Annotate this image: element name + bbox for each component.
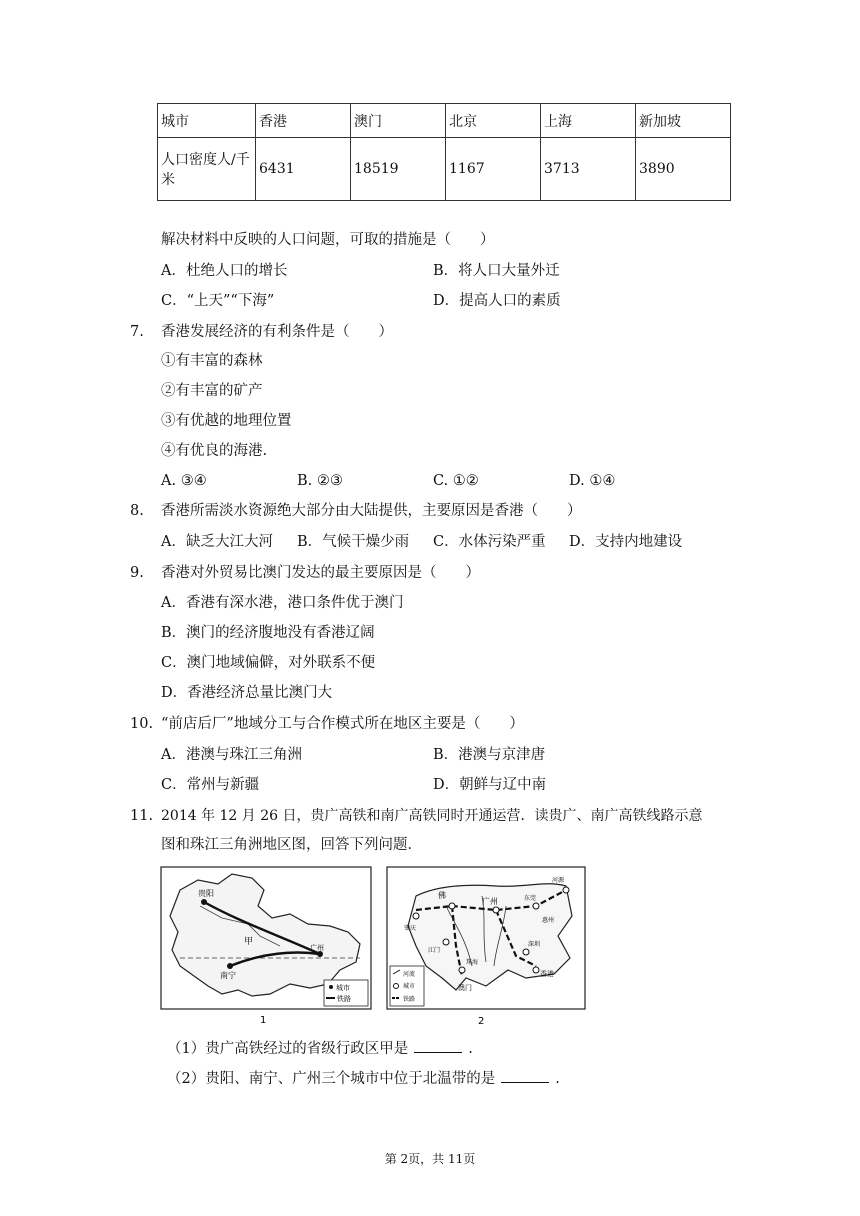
map2-city-dot bbox=[493, 907, 499, 913]
map1-label-guangzhou: 广州 bbox=[310, 944, 324, 952]
map1-label-nanning: 南宁 bbox=[220, 971, 236, 980]
table-header-cell: 香港 bbox=[256, 104, 351, 138]
map2-legend-city: 城市 bbox=[403, 983, 416, 990]
map2-legend-city-icon bbox=[394, 984, 399, 989]
map2-city-dot bbox=[449, 903, 455, 909]
q7-item: ②有丰富的矿产 bbox=[161, 383, 263, 399]
map2-city-dot bbox=[443, 939, 449, 945]
q9-option-a[interactable]: A．香港有深水港，港口条件优于澳门 bbox=[161, 595, 404, 611]
q9-number: 9. bbox=[130, 565, 144, 581]
table-cell: 3713 bbox=[541, 138, 636, 201]
q7-number: 7. bbox=[130, 324, 144, 340]
map-railway-guiguang-nanguang bbox=[160, 866, 372, 1026]
row-label-line2: 米 bbox=[161, 172, 175, 188]
q11-number: 11. bbox=[130, 808, 154, 824]
map1-legend-rail: 铁路 bbox=[337, 995, 351, 1003]
map1-label-guiyang: 贵阳 bbox=[198, 889, 214, 898]
q9-option-b[interactable]: B．澳门的经济腹地没有香港辽阔 bbox=[161, 625, 375, 641]
q8-option-b[interactable]: B．气候干燥少雨 bbox=[297, 534, 410, 550]
map1-caption: 1 bbox=[260, 1015, 267, 1026]
map2-label-dongguan: 东莞 bbox=[524, 895, 537, 902]
table-header-cell: 城市 bbox=[158, 104, 256, 138]
table-row-label bbox=[158, 138, 256, 201]
map2-label-aomen: 澳门 bbox=[458, 984, 472, 992]
q7-option-d[interactable]: D. ①④ bbox=[569, 473, 616, 489]
map2-label-guangzhou: 广州 bbox=[482, 897, 498, 906]
map2-label-zhaoqing: 肇庆 bbox=[404, 925, 417, 932]
q11-stem-line1: 2014 年 12 月 26 日，贵广高铁和南广高铁同时开通运营．读贵广、南广高铁线路示意 bbox=[161, 808, 703, 824]
q8-number: 8. bbox=[130, 503, 144, 519]
map2-city-dot bbox=[413, 913, 419, 919]
q11-sub2 bbox=[167, 1068, 560, 1089]
q11-sub2-text: （2）贵阳、南宁、广州三个城市中位于北温带的是 bbox=[167, 1071, 496, 1087]
q11-sub2-period: . bbox=[555, 1071, 560, 1087]
q7-item: ④有优良的海港. bbox=[161, 443, 268, 459]
map2-city-dot bbox=[523, 949, 529, 955]
q10-number: 10. bbox=[130, 716, 154, 732]
map-pearl-river-delta bbox=[386, 866, 586, 1028]
q9-option-d[interactable]: D．香港经济总量比澳门大 bbox=[161, 685, 333, 701]
population-density-table bbox=[157, 103, 731, 201]
q11-sub2-answer-blank[interactable] bbox=[501, 1068, 549, 1083]
q9-option-c[interactable]: C．澳门地域偏僻，对外联系不便 bbox=[161, 655, 376, 671]
page-footer: 第 2页，共 11页 bbox=[384, 1152, 476, 1166]
q6-stem: 解决材料中反映的人口问题，可取的措施是（ ） bbox=[161, 232, 495, 248]
q9-stem: 香港对外贸易比澳门发达的最主要原因是（ ） bbox=[161, 565, 480, 581]
map2-legend-river: 河流 bbox=[403, 971, 416, 978]
q8-option-a[interactable]: A．缺乏大江大河 bbox=[161, 534, 273, 550]
q7-option-b[interactable]: B. ②③ bbox=[297, 473, 343, 489]
map2-label-huizhou: 惠州 bbox=[542, 917, 555, 924]
map2-legend-rail: 铁路 bbox=[403, 996, 416, 1003]
q6-option-d[interactable]: D．提高人口的素质 bbox=[433, 293, 561, 309]
table-cell: 1167 bbox=[446, 138, 541, 201]
q7-stem: 香港发展经济的有利条件是（ ） bbox=[161, 324, 393, 340]
q11-sub1-period: . bbox=[468, 1041, 473, 1057]
q10-option-d[interactable]: D．朝鲜与辽中南 bbox=[433, 777, 547, 793]
map2-label-xianggang: 香港 bbox=[540, 970, 554, 978]
map2-label-shenzhen: 深圳 bbox=[528, 941, 541, 948]
q11-sub1-text: （1）贵广高铁经过的省级行政区甲是 bbox=[167, 1041, 409, 1057]
map1-label-jia: 甲 bbox=[244, 937, 254, 947]
map2-label-zhuhai: 珠海 bbox=[466, 959, 479, 966]
table-header-cell: 新加坡 bbox=[636, 104, 731, 138]
q8-stem: 香港所需淡水资源绝大部分由大陆提供，主要原因是香港（ ） bbox=[161, 503, 582, 519]
q7-option-c[interactable]: C. ①② bbox=[433, 473, 479, 489]
map2-city-dot bbox=[459, 967, 465, 973]
q11-sub1 bbox=[167, 1038, 473, 1059]
q11-stem-line2: 图和珠江三角洲地区图，回答下列问题． bbox=[161, 837, 422, 853]
q8-option-d[interactable]: D．支持内地建设 bbox=[569, 534, 683, 550]
table-cell: 6431 bbox=[256, 138, 351, 201]
map1-legend-city-icon bbox=[329, 985, 333, 989]
map2-city-dot bbox=[563, 887, 569, 893]
q10-option-b[interactable]: B．港澳与京津唐 bbox=[433, 747, 546, 763]
map2-label-jiangmen: 江门 bbox=[428, 947, 441, 954]
map1-city-dot bbox=[227, 963, 233, 969]
table-cell: 18519 bbox=[351, 138, 446, 201]
table-header-cell: 北京 bbox=[446, 104, 541, 138]
q7-option-a[interactable]: A. ③④ bbox=[161, 473, 207, 489]
q10-option-c[interactable]: C．常州与新疆 bbox=[161, 777, 260, 793]
table-cell: 3890 bbox=[636, 138, 731, 201]
q8-option-c[interactable]: C．水体污染严重 bbox=[433, 534, 546, 550]
map2-caption: 2 bbox=[478, 1016, 485, 1027]
q10-option-a[interactable]: A．港澳与珠江三角洲 bbox=[161, 747, 302, 763]
q6-option-b[interactable]: B．将人口大量外迁 bbox=[433, 263, 560, 279]
map2-city-dot bbox=[533, 967, 539, 973]
table-header-row bbox=[158, 104, 731, 138]
map1-city-dot bbox=[201, 899, 207, 905]
table-header-cell: 澳门 bbox=[351, 104, 446, 138]
map2-city-dot bbox=[533, 903, 539, 909]
map2-label-heyuan: 河源 bbox=[552, 877, 565, 884]
q7-item: ③有优越的地理位置 bbox=[161, 413, 292, 429]
table-header-cell: 上海 bbox=[541, 104, 636, 138]
q11-sub1-answer-blank[interactable] bbox=[414, 1038, 462, 1053]
q6-option-a[interactable]: A．杜绝人口的增长 bbox=[161, 263, 288, 279]
map2-label-fo: 佛 bbox=[438, 891, 446, 900]
map1-legend-city: 城市 bbox=[336, 984, 350, 992]
q7-item: ①有丰富的森林 bbox=[161, 353, 263, 369]
q10-stem: “前店后厂”地域分工与合作模式所在地区主要是（ ） bbox=[161, 716, 524, 732]
row-label-line1: 人口密度人/千 bbox=[161, 152, 250, 168]
q6-option-c[interactable]: C．“上天”“下海” bbox=[161, 293, 275, 309]
table-row bbox=[158, 138, 731, 201]
